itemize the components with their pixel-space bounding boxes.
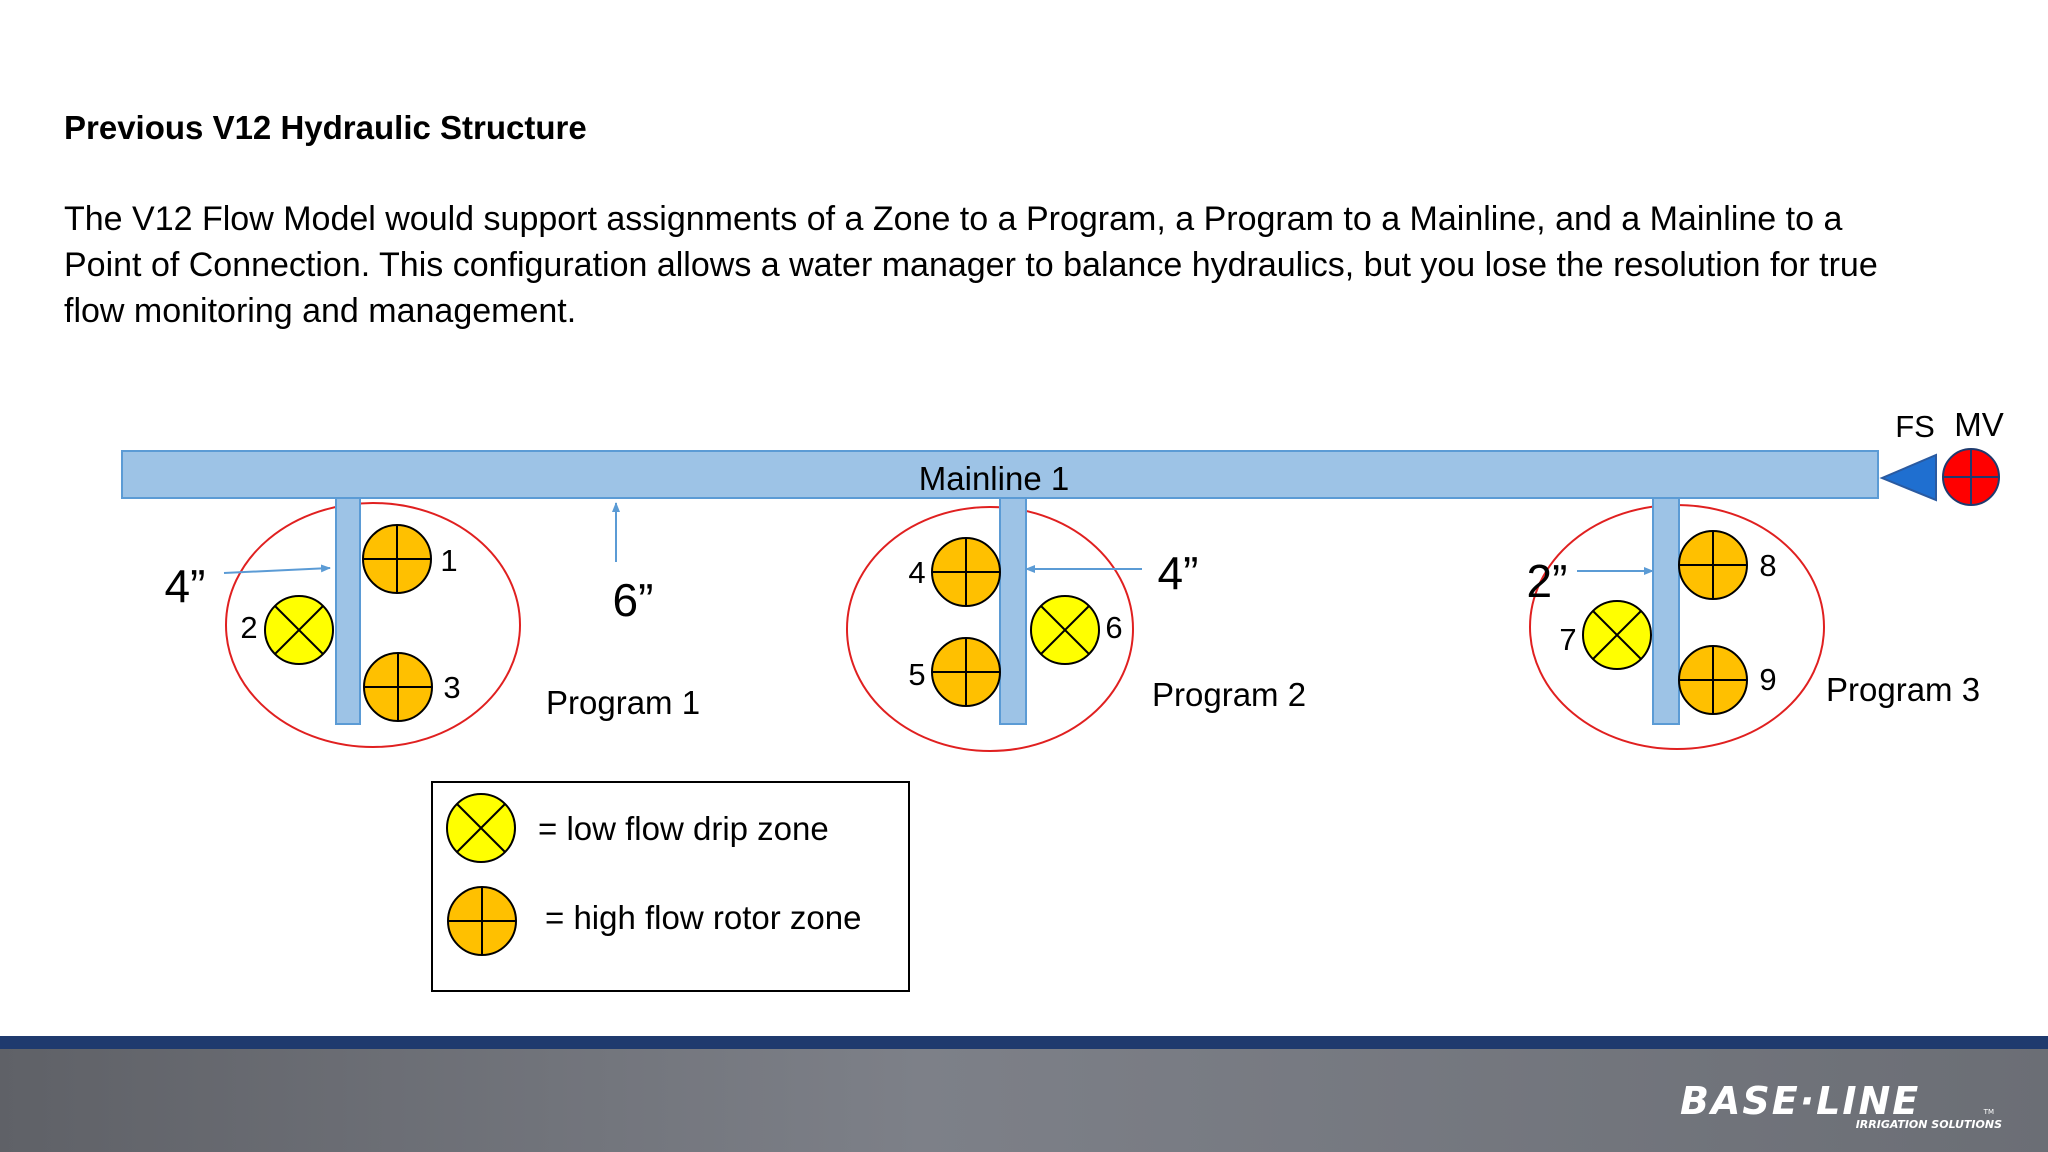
zone-2-drip-icon bbox=[265, 596, 333, 664]
zone-8-number: 8 bbox=[1759, 548, 1777, 583]
mv-label: MV bbox=[1954, 406, 2004, 443]
zone-1-number: 1 bbox=[440, 543, 458, 578]
program-2-label: Program 2 bbox=[1152, 676, 1307, 713]
logo-tm: TM bbox=[1983, 1108, 1994, 1116]
mainline-label: Mainline 1 bbox=[918, 460, 1070, 497]
program-1-size-label: 4” bbox=[164, 560, 206, 612]
program-1-size-arrow bbox=[224, 568, 330, 573]
baseline-logo bbox=[1676, 1078, 2006, 1134]
zone-4-number: 4 bbox=[908, 555, 926, 590]
slide-heading: Previous V12 Hydraulic Structure bbox=[64, 109, 587, 146]
program-2-size-label: 4” bbox=[1157, 547, 1199, 599]
logo-wordmark: BASE·LINE bbox=[1680, 1079, 1921, 1123]
zone-9-number: 9 bbox=[1759, 662, 1777, 697]
paragraph-line-1: The V12 Flow Model would support assignments of a Zone to a Program, a Program to a Mainline, and a Mainline to a bbox=[64, 200, 1843, 238]
flow-sensor-icon bbox=[1882, 455, 1936, 500]
program-2-group bbox=[847, 498, 1306, 751]
zone-3-rotor-icon bbox=[364, 653, 432, 721]
program-1-lateral-pipe bbox=[336, 498, 360, 724]
legend-rotor-label: = high flow rotor zone bbox=[545, 899, 862, 936]
footer-accent-band bbox=[0, 1036, 2048, 1049]
zone-4-rotor-icon bbox=[932, 538, 1000, 606]
fs-label: FS bbox=[1895, 409, 1935, 444]
program-3-size-label: 2” bbox=[1526, 555, 1568, 607]
zone-6-drip-icon bbox=[1031, 596, 1099, 664]
zone-3-number: 3 bbox=[443, 670, 461, 705]
master-valve-icon bbox=[1943, 449, 1999, 505]
zone-5-rotor-icon bbox=[932, 638, 1000, 706]
zone-7-drip-icon bbox=[1583, 601, 1651, 669]
zone-1-rotor-icon bbox=[363, 525, 431, 593]
program-3-label: Program 3 bbox=[1826, 671, 1981, 708]
paragraph-line-2: Point of Connection. This configuration allows a water manager to balance hydraulics, but you lose the resolution for true bbox=[64, 246, 1878, 284]
legend-drip-label: = low flow drip zone bbox=[538, 810, 829, 847]
program-3-group bbox=[1527, 498, 1981, 749]
paragraph-line-3: flow monitoring and management. bbox=[64, 292, 577, 330]
zone-8-rotor-icon bbox=[1679, 531, 1747, 599]
legend-rotor-icon bbox=[448, 887, 516, 955]
legend-drip-icon bbox=[447, 794, 515, 862]
zone-5-number: 5 bbox=[908, 657, 926, 692]
mainline-size-label: 6” bbox=[612, 574, 654, 626]
program-3-lateral-pipe bbox=[1653, 498, 1679, 724]
zone-6-number: 6 bbox=[1105, 610, 1123, 645]
program-2-lateral-pipe bbox=[1000, 498, 1026, 724]
legend-box bbox=[432, 782, 909, 991]
zone-2-number: 2 bbox=[240, 610, 258, 645]
logo-subtitle: IRRIGATION SOLUTIONS bbox=[1855, 1118, 2002, 1131]
program-1-label: Program 1 bbox=[546, 684, 701, 721]
zone-9-rotor-icon bbox=[1679, 646, 1747, 714]
zone-7-number: 7 bbox=[1559, 622, 1577, 657]
